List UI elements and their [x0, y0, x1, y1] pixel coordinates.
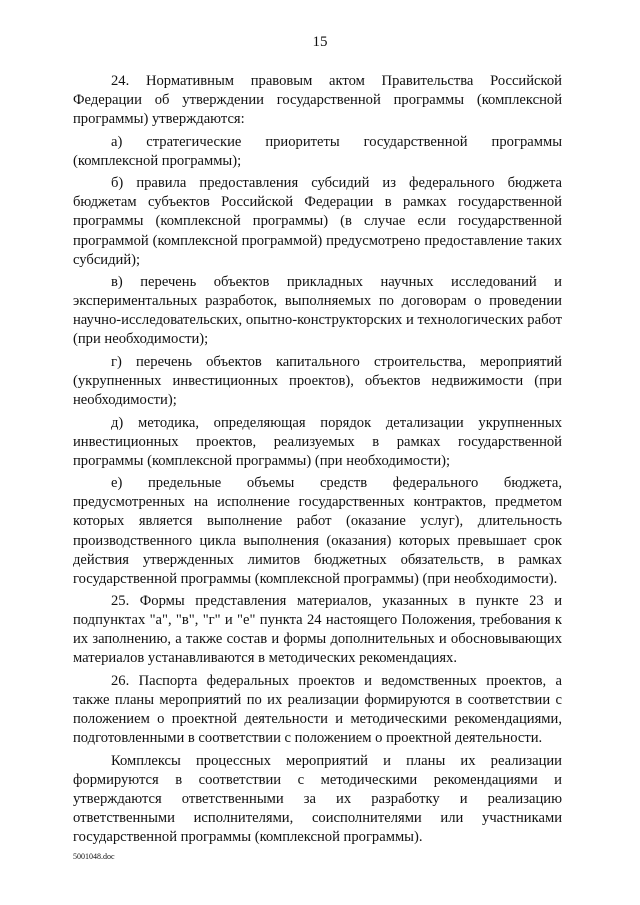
paragraph-26-continued: Комплексы процессных мероприятий и планы их реализации формируются в соответствии с методическими рекомендациями и утверждаются ответственными за их разработку и реализацию ответственными исполнителями, соисполнителями или участниками государственной программы (комплексной программы). [73, 752, 562, 846]
paragraph-26: 26. Паспорта федеральных проектов и ведомственных проектов, а также планы мероприятий по их реализации формируются в соответствии с положением о проектной деятельности и методическими рекомендациями, подготовленными в соответствии с положением о проектной деятельности. [73, 672, 562, 747]
paragraph-24-g: г) перечень объектов капитального строительства, мероприятий (укрупненных инвестиционных проектов), объектов недвижимости (при необходимости); [73, 353, 562, 409]
paragraph-24-d: д) методика, определяющая порядок детализации укрупненных инвестиционных проектов, реализуемых в рамках государственной программы (комплексной программы) (при необходимости); [73, 414, 562, 469]
paragraph-24-e: е) предельные объемы средств федерального бюджета, предусмотренных на исполнение государственных контрактов, предметом которых является выполнение работ (оказание услуг), длительность производственного цикла выполнения (оказания) которых превышает срок действия утвержденных лимитов бюджетных обязательств, в рамках государственной программы (комплексной программы) (при необходимости). [73, 475, 562, 587]
footer-filename: 5001048.doc [73, 852, 115, 861]
paragraph-24-a: а) стратегические приоритеты государственной программы (комплексной программы); [73, 133, 562, 169]
paragraph-24-v: в) перечень объектов прикладных научных исследований и экспериментальных разработок, выполняемых по договорам о проведении научно-исследовательских, опытно-конструкторских и технологических работ (при необходимости); [73, 274, 562, 348]
paragraph-24-b: б) правила предоставления субсидий из федерального бюджета бюджетам субъектов Российской Федерации в рамках государственной программы (комплексной программы) (в случае если государственной программой (комплексной программой) предусмотрено предоставление таких субсидий); [73, 175, 562, 268]
paragraph-24: 24. Нормативным правовым актом Правительства Российской Федерации об утверждении государственной программы (комплексной программы) утверждаются: [73, 73, 562, 128]
page-number: 15 [312, 34, 328, 50]
paragraph-25: 25. Формы представления материалов, указанных в пункте 23 и подпунктах "а", "в", "г" и "е" пункта 24 настоящего Положения, требования к их заполнению, а также состав и формы дополнительных и обосновывающих материалов устанавливаются в методических рекомендациях. [73, 593, 562, 667]
document-body [73, 72, 562, 851]
